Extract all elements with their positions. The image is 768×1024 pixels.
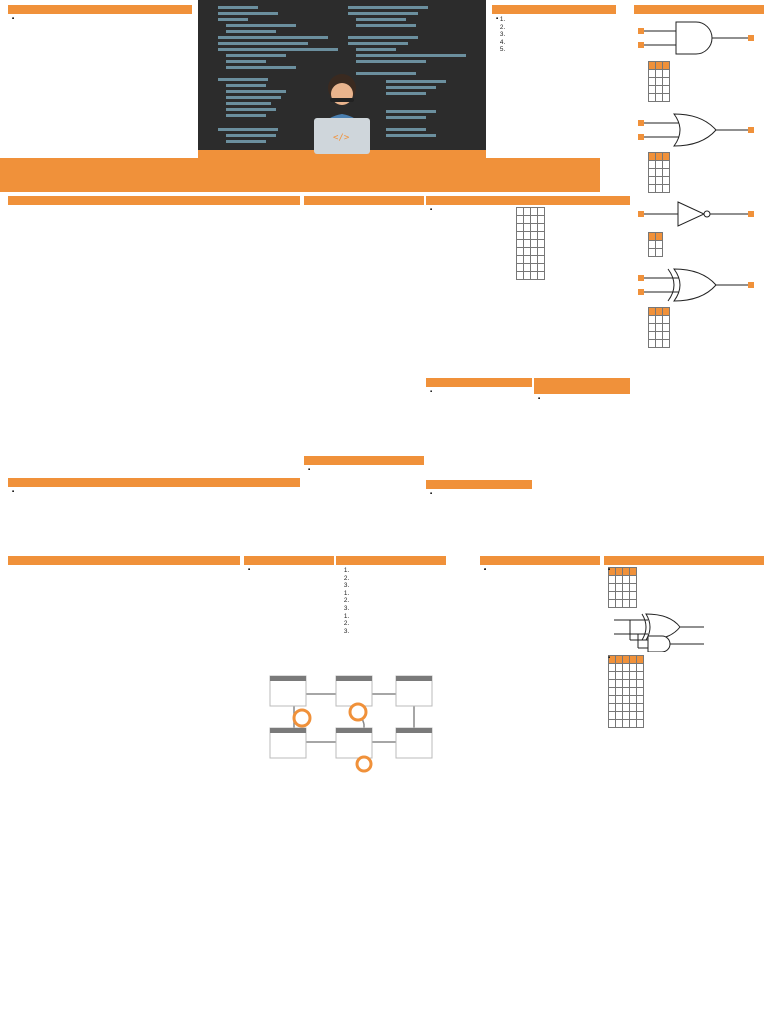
or-truth-table — [648, 152, 670, 193]
col-header — [649, 61, 656, 69]
positive-integers-panel — [8, 478, 300, 534]
panel-title — [304, 196, 424, 205]
or-gate-diagram — [638, 108, 758, 150]
table-row — [649, 161, 670, 169]
table-row — [649, 85, 670, 93]
panel-title — [304, 456, 424, 465]
panel-title — [634, 5, 764, 14]
col-header — [623, 655, 630, 663]
table-row — [517, 264, 545, 272]
combining-panel — [534, 378, 630, 512]
panel-title — [426, 196, 630, 205]
table-row — [649, 185, 670, 193]
list-item — [351, 605, 442, 613]
panel-title — [8, 196, 300, 205]
col-header — [656, 232, 663, 240]
col-header — [663, 153, 670, 161]
karnaugh-panel — [492, 5, 616, 157]
panel-title — [336, 556, 446, 565]
list-item — [351, 620, 442, 628]
col-header — [538, 208, 545, 216]
table-row — [649, 316, 670, 324]
panel-title — [604, 556, 764, 565]
col-header — [656, 153, 663, 161]
col-header — [630, 655, 637, 663]
network-diagram — [244, 664, 478, 776]
col-header — [531, 208, 538, 216]
table-row — [609, 592, 637, 600]
table-row — [609, 703, 644, 711]
list-item — [507, 16, 612, 24]
post-order-list — [340, 613, 442, 636]
trace-tables-panel — [426, 196, 630, 376]
table-row — [517, 232, 545, 240]
col-header — [663, 61, 670, 69]
table-row — [609, 671, 644, 679]
panel-title — [8, 5, 192, 14]
code-illustration — [196, 0, 488, 160]
list-item — [507, 46, 612, 54]
and-gate-diagram — [638, 16, 758, 58]
list-item — [351, 597, 442, 605]
traversing-panel — [336, 556, 446, 660]
table-row — [649, 69, 670, 77]
not-gate-diagram — [638, 199, 758, 229]
simplifying-panel — [8, 556, 240, 778]
list-item — [351, 567, 442, 575]
panel-title — [426, 480, 532, 489]
table-row — [649, 340, 670, 348]
panel-title — [426, 378, 532, 387]
floating-point-panel — [244, 556, 334, 660]
data-types-panel — [304, 196, 424, 446]
table-row — [609, 584, 637, 592]
table-row — [649, 177, 670, 185]
table-row — [609, 687, 644, 695]
table-row — [609, 576, 637, 584]
normalisation-panel — [426, 378, 532, 440]
trace-table — [516, 207, 545, 280]
page-title — [0, 158, 600, 192]
data-types-body — [304, 205, 424, 209]
panel-title — [534, 378, 630, 394]
col-header — [517, 208, 524, 216]
programmer-illustration — [196, 0, 488, 160]
col-header — [656, 308, 663, 316]
table-row — [517, 272, 545, 280]
list-item — [351, 590, 442, 598]
xor-truth-table — [648, 307, 670, 348]
table-row — [649, 77, 670, 85]
col-header — [649, 232, 656, 240]
half-adder-diagram — [608, 608, 758, 652]
xor-gate-diagram — [638, 263, 758, 305]
karnaugh-steps — [496, 16, 612, 54]
list-item — [351, 628, 442, 636]
col-header — [616, 655, 623, 663]
col-header — [630, 568, 637, 576]
table-row — [517, 224, 545, 232]
panel-title — [8, 556, 240, 565]
table-row — [517, 248, 545, 256]
svg-text:</>: </> — [333, 133, 350, 143]
col-header — [524, 208, 531, 216]
table-row — [609, 695, 644, 703]
boolean-operators-panel — [634, 5, 764, 545]
table-row — [609, 711, 644, 719]
data-structures-panel — [8, 196, 300, 474]
list-item — [351, 613, 442, 621]
list-item — [351, 582, 442, 590]
col-header — [649, 308, 656, 316]
binary-subtraction-panel — [304, 456, 424, 518]
table-row — [649, 169, 670, 177]
col-header — [656, 61, 663, 69]
table-row — [649, 240, 663, 248]
list-item — [507, 31, 612, 39]
table-row — [517, 240, 545, 248]
full-adder-table — [608, 655, 644, 728]
table-row — [609, 719, 644, 727]
panel-title — [492, 5, 616, 14]
table-row — [649, 332, 670, 340]
col-header — [663, 308, 670, 316]
list-item — [507, 24, 612, 32]
col-header — [637, 655, 644, 663]
and-truth-table — [648, 61, 670, 102]
table-row — [649, 324, 670, 332]
in-order-list — [340, 590, 442, 613]
not-truth-table — [648, 232, 663, 257]
table-row — [649, 248, 663, 256]
panel-title — [480, 556, 600, 565]
table-row — [517, 216, 545, 224]
list-item — [351, 575, 442, 583]
table-row — [609, 663, 644, 671]
table-row — [649, 93, 670, 101]
list-queue-panel — [480, 556, 600, 776]
table-row — [609, 679, 644, 687]
adders-panel — [604, 556, 764, 996]
col-header — [649, 153, 656, 161]
table-row — [517, 256, 545, 264]
col-header — [616, 568, 623, 576]
table-row — [609, 600, 637, 608]
binary-addition-panel — [426, 480, 532, 526]
panel-title — [8, 478, 300, 487]
panel-title — [244, 556, 334, 565]
pre-order-list — [340, 567, 442, 590]
window-graph-diagram — [244, 664, 478, 776]
bitwise-panel — [8, 5, 192, 155]
col-header — [623, 568, 630, 576]
half-adder-table — [608, 567, 637, 608]
list-item — [507, 39, 612, 47]
